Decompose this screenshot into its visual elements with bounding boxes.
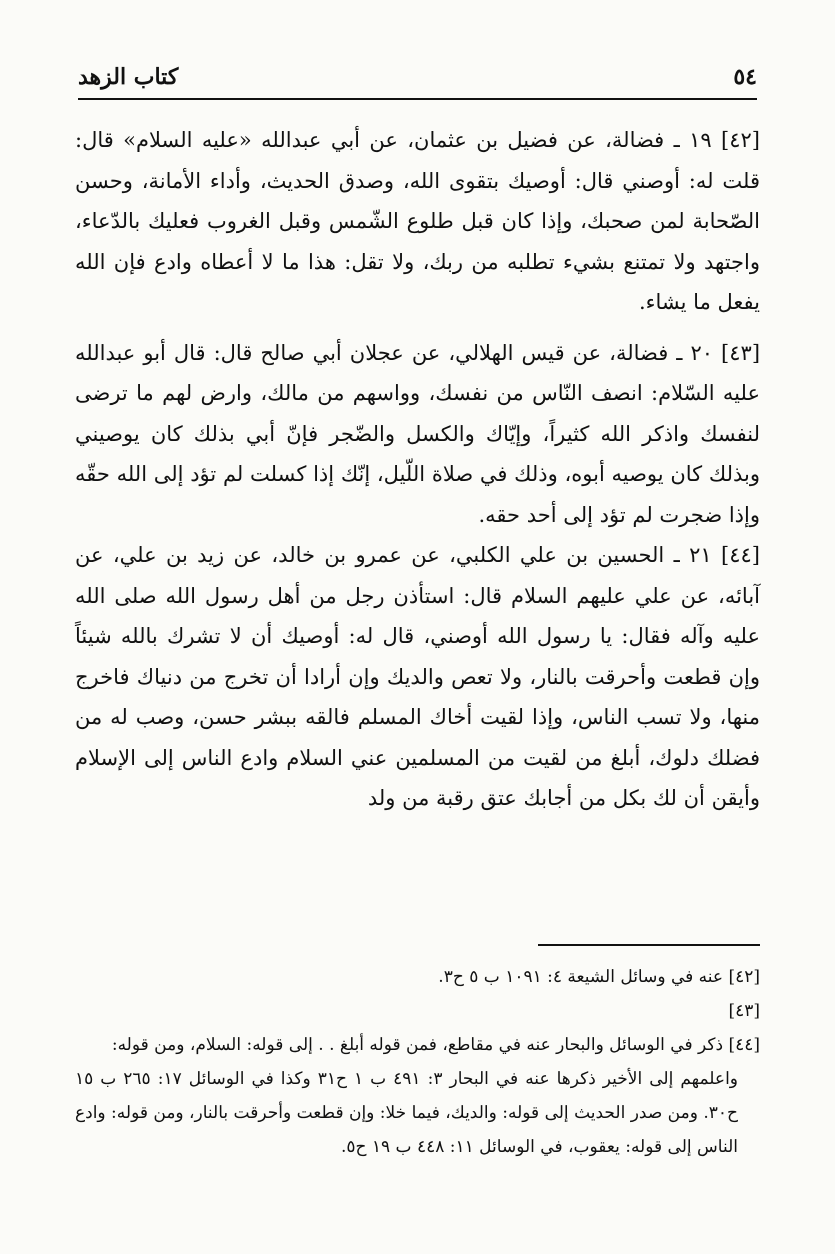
running-title: كتاب الزهد	[78, 64, 179, 90]
footnote-separator	[538, 944, 760, 946]
hadith-paragraph	[75, 333, 760, 536]
hadith-text: فضالة، عن قيس الهلالي، عن عجلان أبي صالح قال: قال أبو عبدالله عليه السّلام: انصف النّاس من نفسك، وواسهم من مالك، وارض لهم ما ترضى لنفسك واذكر الله كثيراً، وإيّاك والكسل والضّجر فإنّ أبي بذلك كان يوصيني وبذلك كان يوصيه أبوه، وذلك في صلاة اللّيل، إنّك إذا كسلت لم تؤد إلى الله حقّه وإذا ضجرت لم تؤد إلى أحد حقه.	[75, 340, 760, 527]
hadith-text: الحسين بن علي الكلبي، عن عمرو بن خالد، عن زيد بن علي، عن آبائه، عن علي عليهم السلام قال: استأذن رجل من أهل رسول الله صلى الله عليه وآله فقال: يا رسول الله أوصني، قال له: أوصيك أن لا تشرك بالله شيئاً وإن قطعت وأحرقت بالنار، ولا تعص والديك وإن أرادا أن تخرج من دنياك فاخرج منها، ولا تسب الناس، وإذا لقيت أخاك المسلم فالقه ببشر حسن، وصب له من فضلك دلوك، أبلغ من لقيت من المسلمين عني السلام وادع الناس إلى الإسلام وأيقن أن لك بكل من أجابك عتق رقبة من ولد	[75, 543, 760, 810]
footnote: [٤٤] ذكر في الوسائل والبحار عنه في مقاطع، فمن قوله أبلغ . . إلى قوله: السلام، ومن قوله:	[111, 1035, 760, 1055]
footnote: [٤٣]	[728, 1001, 760, 1021]
footnotes	[75, 960, 760, 1164]
footnote: [٤٢] عنه في وسائل الشيعة ٤: ١٠٩١ ب ٥ ح٣.	[438, 967, 760, 987]
header-rule	[78, 98, 757, 100]
hadith-reference: [٤٣] ٢٠ ـ	[676, 340, 761, 365]
hadith-reference: [٤٢] ١٩ ـ	[673, 128, 760, 152]
hadith-reference: [٤٤] ٢١ ـ	[673, 543, 760, 567]
main-text	[75, 120, 760, 819]
hadith-paragraph	[75, 535, 760, 819]
page-number: ٥٤	[733, 64, 757, 90]
page-header	[78, 58, 757, 96]
footnote-continuation: واعلمهم إلى الأخير ذكرها عنه في البحار ٣: ٤٩١ ب ١ ح٣١ وكذا في الوسائل ١٧: ٢٦٥ ب ١٥ ح٣٠. ومن صدر الحديث إلى قوله: والديك، فيما خلا: وإن قطعت وأحرقت بالنار، ومن قوله: وادع الناس إلى قوله: يعقوب، في الوسائل ١١: ٤٤٨ ب ١٩ ح٥.	[75, 1069, 739, 1157]
hadith-text: فضالة، عن فضيل بن عثمان، عن أبي عبدالله «عليه السلام» قال: قلت له: أوصني قال: أوصيك بتقوى الله، وصدق الحديث، وأداء الأمانة، وحسن الصّحابة لمن صحبك، وإذا كان قبل طلوع الشّمس وقبل الغروب فعليك بالدّعاء، واجتهد ولا تمتنع بشيء تطلبه من ربك، ولا تقل: هذا ما لا أعطاه وادع فإن الله يفعل ما يشاء.	[75, 128, 760, 314]
hadith-paragraph	[75, 120, 760, 323]
